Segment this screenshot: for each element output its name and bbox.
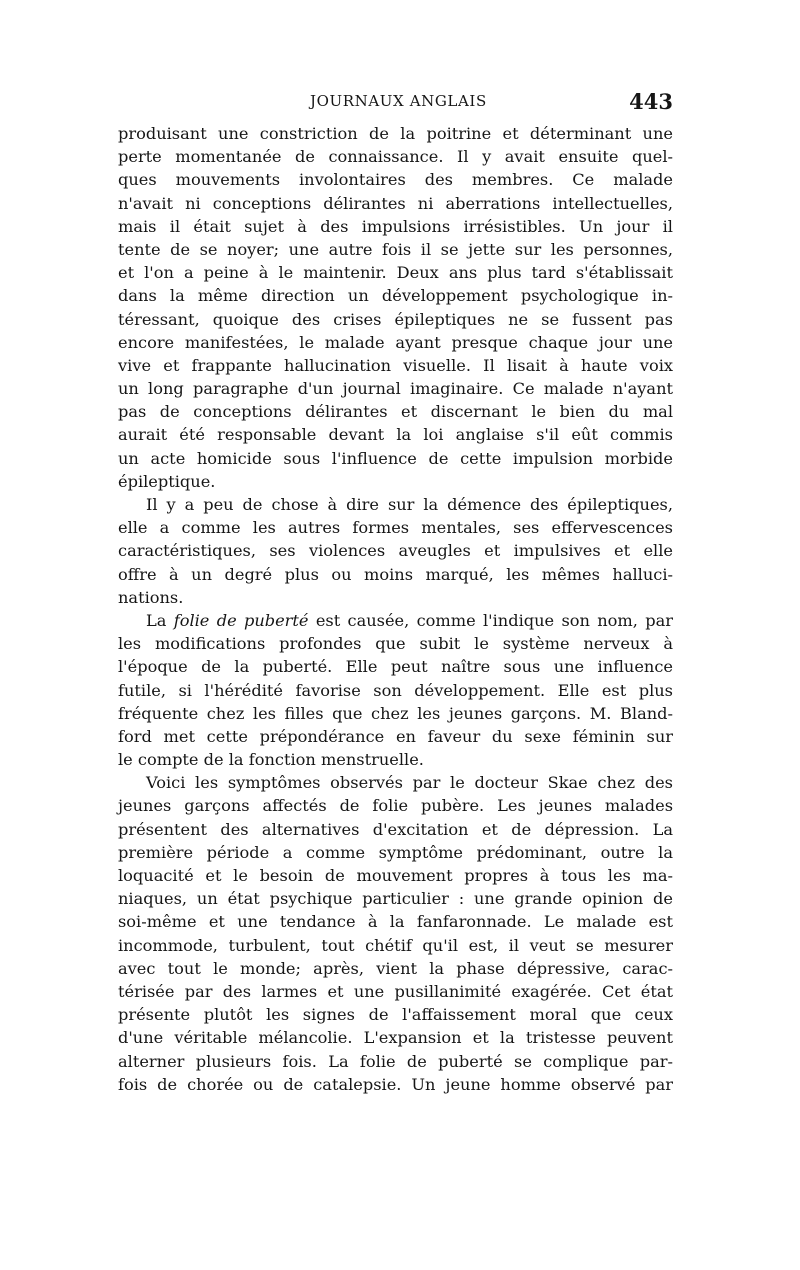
text-line: tente de se noyer; une autre fois il se jette sur les personnes, [118,239,673,259]
text-line: aurait été responsable devant la loi anglaise s'il eût commis [118,425,673,445]
text-line: première période a comme symptôme prédominant, outre la [118,842,673,862]
text-line: futile, si l'hérédité favorise son développement. Elle est plus [118,680,673,700]
text-line: téressant, quoique des crises épileptiques ne se fussent pas [118,309,673,329]
text-line: mais il était sujet à des impulsions irrésistibles. Un jour il [118,216,673,236]
text-line: un acte homicide sous l'influence de cette impulsion morbide [118,448,673,468]
text-line: caractéristiques, ses violences aveugles et impulsives et elle [118,541,673,561]
text-line: incommode, turbulent, tout chétif qu'il est, il veut se mesurer [118,935,673,955]
text-line: jeunes garçons affectés de folie pubère. Les jeunes malades [118,796,673,816]
text-line: fois de chorée ou de catalepsie. Un jeune homme observé par [118,1074,673,1094]
text-line: l'époque de la puberté. Elle peut naître sous une influence [118,657,673,677]
text-line: les modifications profondes que subit le système nerveux à [118,634,673,654]
text-line: n'avait ni conceptions délirantes ni aberrations intellectuelles, [118,193,673,213]
text-line: offre à un degré plus ou moins marqué, les mêmes halluci- [118,564,673,584]
text-line: nations. [118,587,184,607]
text-line: ford met cette prépondérance en faveur du sexe féminin sur [118,726,673,746]
text-line: Il y a peu de chose à dire sur la démence des épileptiques, [146,495,673,514]
text-line: soi-même et une tendance à la fanfaronnade. Le malade est [118,912,673,932]
text-line: fréquente chez les filles que chez les jeunes garçons. M. Bland- [118,703,673,723]
text-line: ques mouvements involontaires des membres. Ce malade [118,170,673,190]
text-line: produisant une constriction de la poitrine et déterminant une [118,124,673,143]
text-line: pas de conceptions délirantes et discernant le bien du mal [118,402,673,422]
text-line: perte momentanée de connaissance. Il y avait ensuite quel- [118,147,673,167]
text-line: elle a comme les autres formes mentales, ses effervescences [118,518,673,538]
text-line-folie-de-puberte [118,609,673,632]
running-title: JOURNAUX ANGLAIS [310,92,487,110]
text-line: térisée par des larmes et une pusillanimité exagérée. Cet état [118,981,673,1001]
text-line: encore manifestées, le malade ayant presque chaque jour une [118,332,673,352]
text-line: présentent des alternatives d'excitation et de dépression. La [118,819,673,839]
running-header [118,89,673,116]
text-line: Voici les symptômes observés par le docteur Skae chez des [146,773,673,793]
text-line: alterner plusieurs fois. La folie de puberté se complique par- [118,1051,673,1071]
text-line: le compte de la fonction menstruelle. [118,750,424,770]
folie-prefix: La [146,610,167,630]
folie-de-puberte-term: folie de puberté [173,610,309,630]
page-number: 443 [629,89,673,114]
text-line: d'une véritable mélancolie. L'expansion et la tristesse peuvent [118,1028,673,1048]
text-line: un long paragraphe d'un journal imaginaire. Ce malade n'ayant [118,379,673,399]
text-line: loquacité et le besoin de mouvement propres à tous les ma- [118,866,673,885]
text-line: présente plutôt les signes de l'affaissement moral que ceux [118,1005,673,1025]
folie-rest: est causée, comme l'indique son nom, par [315,610,673,630]
text-line: niaques, un état psychique particulier : une grande opinion de [118,889,673,909]
text-line: vive et frappante hallucination visuelle. Il lisait à haute voix [118,355,673,375]
text-line: et l'on a peine à le maintenir. Deux ans plus tard s'établissait [118,263,673,283]
text-line: avec tout le monde; après, vient la phase dépressive, carac- [118,958,673,978]
text-line: épileptique. [118,471,216,491]
text-line: dans la même direction un développement psychologique in- [118,286,673,306]
page-body-text [118,122,673,1096]
